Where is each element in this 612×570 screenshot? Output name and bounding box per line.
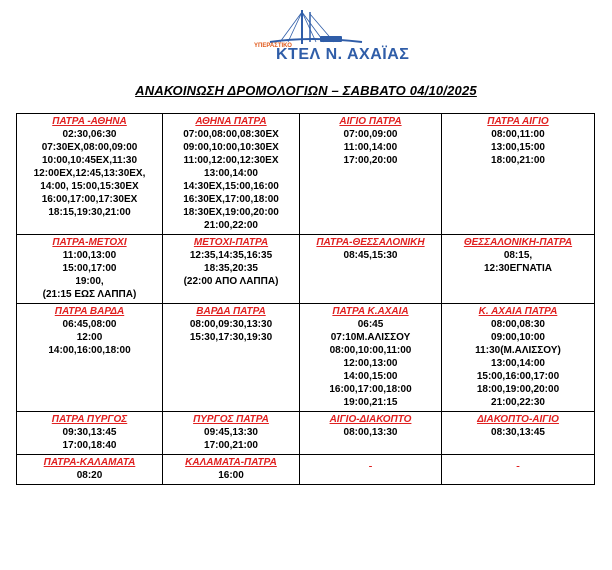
- table-row: [17, 412, 595, 455]
- route-name: ΠΑΤΡΑ Κ.ΑΧΑΙΑ: [332, 306, 409, 317]
- route-name: [444, 456, 592, 469]
- route-name: Κ. ΑΧΑΙΑ ΠΑΤΡΑ: [478, 306, 558, 317]
- route-name: ΚΑΛΑΜΑΤΑ-ΠΑΤΡΑ: [185, 457, 277, 468]
- route-name: ΠΑΤΡΑ-ΘΕΣΣΑΛΟΝΙΚΗ: [316, 237, 425, 248]
- departure-times: 21:00,22:00: [204, 220, 258, 231]
- route-name: ΑΙΓΙΟ ΠΑΤΡΑ: [339, 116, 402, 127]
- departure-times: 09:30,13:45: [62, 427, 117, 438]
- departure-times: 17:00,21:00: [204, 440, 258, 451]
- route-name: ΠΥΡΓΟΣ ΠΑΤΡΑ: [193, 414, 269, 425]
- table-row: [17, 235, 595, 304]
- route-cell: [17, 304, 163, 412]
- table-row: [17, 455, 595, 485]
- route-cell: [300, 114, 442, 235]
- departure-times: 11:00,13:00: [62, 250, 117, 261]
- route-name: ΘΕΣΣΑΛΟΝΙΚΗ-ΠΑΤΡΑ: [463, 237, 573, 248]
- route-name: ΠΑΤΡΑ ΒΑΡΔΑ: [54, 306, 125, 317]
- departure-times: 11:00,12:00,12:30ΕΧ: [183, 155, 279, 166]
- route-cell: [442, 412, 595, 455]
- departure-times: 13:00,14:00: [491, 358, 545, 369]
- departure-times: 11:30(Μ.ΑΛΙΣΣΟΥ): [475, 345, 561, 356]
- logo-subtitle: ΥΠΕΡΑΣΤΙΚΟ: [254, 43, 292, 49]
- route-name: ΠΑΤΡΑ ΑΙΓΙΟ: [487, 116, 549, 127]
- route-cell: [300, 412, 442, 455]
- route-cell: [163, 412, 300, 455]
- departure-times: 12:00ΕΧ,12:45,13:30ΕΧ,: [33, 168, 146, 179]
- departure-times: 12:30ΕΓΝΑΤΙΑ: [484, 263, 552, 274]
- departure-times: 06:45,08:00: [62, 319, 117, 330]
- route-name: ΠΑΤΡΑ-ΚΑΛΑΜΑΤΑ: [43, 457, 136, 468]
- departure-times: 14:30ΕΧ,15:00,16:00: [183, 181, 279, 192]
- table-row: [17, 304, 595, 412]
- departure-times: 08:00,08:30: [491, 319, 545, 330]
- table-row: [17, 114, 595, 235]
- departure-times: 13:00,15:00: [491, 142, 545, 153]
- departure-times: 09:45,13:30: [204, 427, 258, 438]
- departure-times: 07:00,09:00: [343, 129, 398, 140]
- route-cell: [442, 304, 595, 412]
- departure-times: 08:00,10:00,11:00: [329, 345, 412, 356]
- departure-times: 12:00: [76, 332, 103, 343]
- departure-times: 08:15,: [503, 250, 533, 261]
- route-cell: [17, 455, 163, 485]
- route-cell: [163, 304, 300, 412]
- departure-times: 09:00,10:00,10:30ΕΧ: [183, 142, 279, 153]
- departure-times: 16:30ΕΧ,17:00,18:00: [183, 194, 279, 205]
- route-cell: [300, 235, 442, 304]
- departure-times: 21:00,22:30: [491, 397, 545, 408]
- departure-times: 15:00,17:00: [62, 263, 117, 274]
- departure-times: (21:15 ΕΩΣ ΛΑΠΠΑ): [42, 289, 137, 300]
- departure-times: 18:30ΕΧ,19:00,20:00: [183, 207, 279, 218]
- departure-times: 14:00, 15:00,15:30ΕΧ: [40, 181, 139, 192]
- bridge-icon: [270, 10, 362, 44]
- departure-times: 16:00: [218, 470, 244, 481]
- departure-times: 18:00,19:00,20:00: [476, 384, 560, 395]
- departure-times: 18:15,19:30,21:00: [48, 207, 131, 218]
- departure-times: (22:00 ΑΠΟ ΛΑΠΠΑ): [183, 276, 279, 287]
- departure-times: 15:00,16:00,17:00: [476, 371, 560, 382]
- route-cell: [163, 455, 300, 485]
- departure-times: 18:00,21:00: [491, 155, 545, 166]
- route-cell: [442, 235, 595, 304]
- route-cell: [300, 304, 442, 412]
- departure-times: 08:45,15:30: [343, 250, 398, 261]
- departure-times: 07:30ΕΧ,08:00,09:00: [41, 142, 138, 153]
- departure-times: 16:00,17:00,18:00: [329, 384, 412, 395]
- departure-times: 14:00,15:00: [343, 371, 398, 382]
- departure-times: 19:00,21:15: [343, 397, 398, 408]
- route-name: ΠΑΤΡΑ-ΜΕΤΟΧΙ: [52, 237, 127, 248]
- route-name: ΠΑΤΡΑ -ΑΘΗΝΑ: [52, 116, 127, 127]
- route-name: ΜΕΤΟΧΙ-ΠΑΤΡΑ: [193, 237, 269, 248]
- departure-times: 06:45: [357, 319, 384, 330]
- departure-times: 19:00,: [75, 276, 104, 287]
- departure-times: 16:00,17:00,17:30ΕΧ: [41, 194, 138, 205]
- departure-times: 08:00,09:30,13:30: [189, 319, 273, 330]
- route-name: ΑΘΗΝΑ ΠΑΤΡΑ: [195, 116, 267, 127]
- departure-times: 17:00,18:40: [62, 440, 117, 451]
- route-cell: [17, 235, 163, 304]
- schedule-table: [16, 113, 595, 485]
- departure-times: 17:00,20:00: [343, 155, 398, 166]
- departure-times: 02:30,06:30: [62, 129, 117, 140]
- route-cell: [17, 114, 163, 235]
- route-cell: [442, 455, 595, 485]
- departure-times: 12:00,13:00: [343, 358, 398, 369]
- departure-times: 10:00,10:45ΕΧ,11:30: [41, 155, 138, 166]
- departure-times: 09:00,10:00: [491, 332, 545, 343]
- departure-times: 11:00,14:00: [343, 142, 398, 153]
- route-cell: [300, 455, 442, 485]
- departure-times: 15:30,17:30,19:30: [189, 332, 273, 343]
- departure-times: 08:00,11:00: [491, 129, 545, 140]
- departure-times: 12:35,14:35,16:35: [189, 250, 273, 261]
- route-name: ΔΙΑΚΟΠΤΟ-ΑΙΓΙΟ: [477, 414, 559, 425]
- route-name: ΒΑΡΔΑ ΠΑΤΡΑ: [196, 306, 266, 317]
- route-name: ΑΙΓΙΟ-ΔΙΑΚΟΠΤΟ: [329, 414, 412, 425]
- departure-times: 08:30,13:45: [491, 427, 545, 438]
- departure-times: 18:35,20:35: [204, 263, 258, 274]
- route-name: ΠΑΤΡΑ ΠΥΡΓΟΣ: [51, 414, 128, 425]
- departure-times: 14:00,16:00,18:00: [48, 345, 131, 356]
- departure-times: 07:00,08:00,08:30ΕΧ: [183, 129, 279, 140]
- route-name: [302, 456, 439, 469]
- departure-times: 08:00,13:30: [343, 427, 398, 438]
- departure-times: 08:20: [76, 470, 103, 481]
- route-cell: [442, 114, 595, 235]
- logo-text: ΚΤΕΛ Ν. ΑΧΑΪΑΣ: [276, 46, 410, 63]
- route-cell: [163, 235, 300, 304]
- departure-times: 07:10Μ.ΑΛΙΣΣΟΥ: [330, 332, 411, 343]
- route-cell: [17, 412, 163, 455]
- page-title: ΑΝΑΚΟΙΝΩΣΗ ΔΡΟΜΟΛΟΓΙΩΝ – ΣΑΒΒΑΤΟ 04/10/2025: [135, 83, 477, 98]
- route-cell: [163, 114, 300, 235]
- departure-times: 13:00,14:00: [204, 168, 258, 179]
